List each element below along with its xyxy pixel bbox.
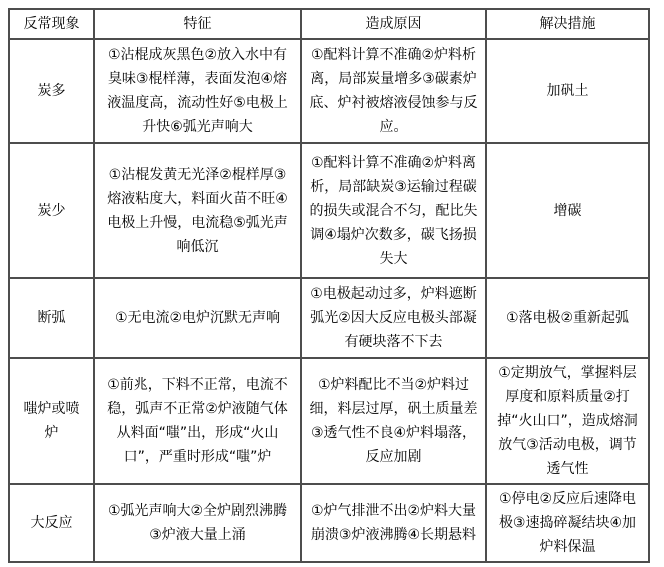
table-row (9, 358, 649, 484)
cell-phenomenon: 炭少 (9, 143, 94, 278)
cell-phenomenon: 断弧 (9, 278, 94, 358)
cell-solutions: ①停电②反应后速降电极③速捣碎凝结块④加炉料保温 (486, 484, 649, 562)
header-row (9, 9, 649, 39)
furnace-abnormality-table (8, 8, 650, 563)
table-row (9, 484, 649, 562)
cell-solutions: 增碳 (486, 143, 649, 278)
cell-causes: ①炉气排泄不出②炉料大量崩溃③炉液沸腾④长期悬料 (301, 484, 486, 562)
header-phenomenon: 反常现象 (9, 9, 94, 39)
header-causes: 造成原因 (301, 9, 486, 39)
cell-features: ①无电流②电炉沉默无声响 (94, 278, 301, 358)
cell-solutions: 加矾土 (486, 39, 649, 143)
cell-phenomenon: 大反应 (9, 484, 94, 562)
cell-causes: ①电极起动过多，炉料遮断弧光②因大反应电极头部凝有硬块落不下去 (301, 278, 486, 358)
cell-features: ①沾棍成灰黑色②放入水中有臭味③棍样薄，表面发泡④熔液温度高，流动性好⑤电极上升快⑥弧光声响大 (94, 39, 301, 143)
cell-causes: ①炉料配比不当②炉料过细，料层过厚，矾土质量差③透气性不良④炉料塌落，反应加剧 (301, 358, 486, 484)
cell-phenomenon: 嗤炉或喷炉 (9, 358, 94, 484)
cell-features: ①弧光声响大②全炉剧烈沸腾③炉液大量上涌 (94, 484, 301, 562)
cell-causes: ①配料计算不准确②炉料析离，局部炭量增多③碳素炉底、炉衬被熔液侵蚀参与反应。 (301, 39, 486, 143)
table-row (9, 278, 649, 358)
cell-features: ①前兆，下料不正常，电流不稳，弧声不正常②炉液随气体从料面“嗤”出，形成“火山口”，严重时形成“嗤”炉 (94, 358, 301, 484)
cell-phenomenon: 炭多 (9, 39, 94, 143)
cell-features: ①沾棍发黄无光泽②棍样厚③熔液粘度大，料面火苗不旺④电极上升慢，电流稳⑤弧光声响低沉 (94, 143, 301, 278)
header-features: 特征 (94, 9, 301, 39)
header-solutions: 解决措施 (486, 9, 649, 39)
cell-causes: ①配料计算不准确②炉料离析，局部缺炭③运输过程碳的损失或混合不匀，配比失调④塌炉次数多，碳飞扬损失大 (301, 143, 486, 278)
cell-solutions: ①落电极②重新起弧 (486, 278, 649, 358)
cell-solutions: ①定期放气，掌握料层厚度和原料质量②打掉“火山口”，造成熔洞放气③活动电极，调节透气性 (486, 358, 649, 484)
table-row (9, 39, 649, 143)
table-row (9, 143, 649, 278)
